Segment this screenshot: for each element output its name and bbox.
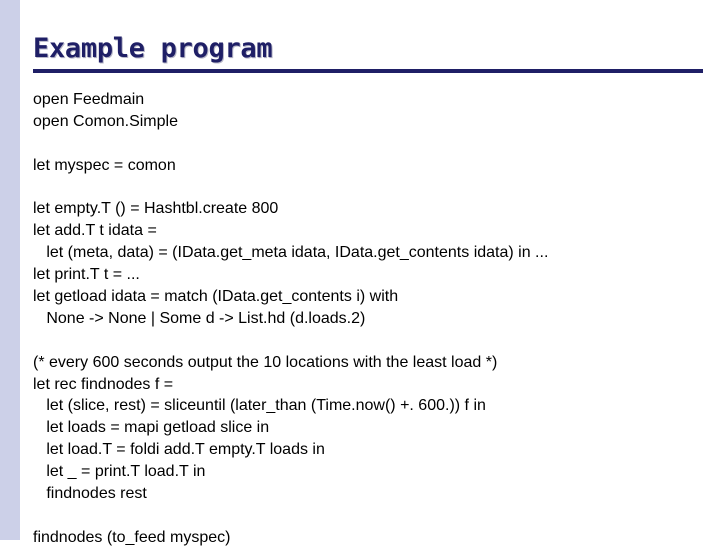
code-line: let loads = mapi getload slice in — [33, 419, 270, 437]
code-line: let (meta, data) = (IData.get_meta idata, IData.get_contents idata) in ... — [33, 244, 549, 262]
code-line: findnodes rest — [33, 485, 147, 503]
code-line: let load.T = foldi add.T empty.T loads in — [33, 441, 325, 459]
code-line: let add.T t idata = — [33, 222, 157, 240]
code-line: let rec findnodes f = — [33, 375, 174, 393]
code-line: None -> None | Some d -> List.hd (d.loads.2) — [33, 309, 366, 327]
slide-title: Example program — [33, 33, 273, 64]
slide-side-bar — [0, 0, 20, 540]
code-line: let _ = print.T load.T in — [33, 463, 206, 481]
code-line: findnodes (to_feed myspec) — [33, 528, 231, 546]
code-block — [33, 89, 713, 549]
code-line — [33, 330, 713, 352]
code-line: let (slice, rest) = sliceuntil (later_than (Time.now() +. 600.)) f in — [33, 397, 486, 415]
code-line: let print.T t = ... — [33, 266, 140, 284]
title-underline — [33, 69, 703, 73]
code-line: let myspec = comon — [33, 156, 176, 174]
code-line — [33, 133, 713, 155]
code-line — [33, 177, 713, 199]
code-line: (* every 600 seconds output the 10 locations with the least load *) — [33, 353, 498, 371]
code-line: let empty.T () = Hashtbl.create 800 — [33, 200, 279, 218]
code-line — [33, 505, 713, 527]
code-line: open Comon.Simple — [33, 112, 178, 130]
code-line: open Feedmain — [33, 91, 145, 108]
code-line: let getload idata = match (IData.get_contents i) with — [33, 288, 399, 306]
